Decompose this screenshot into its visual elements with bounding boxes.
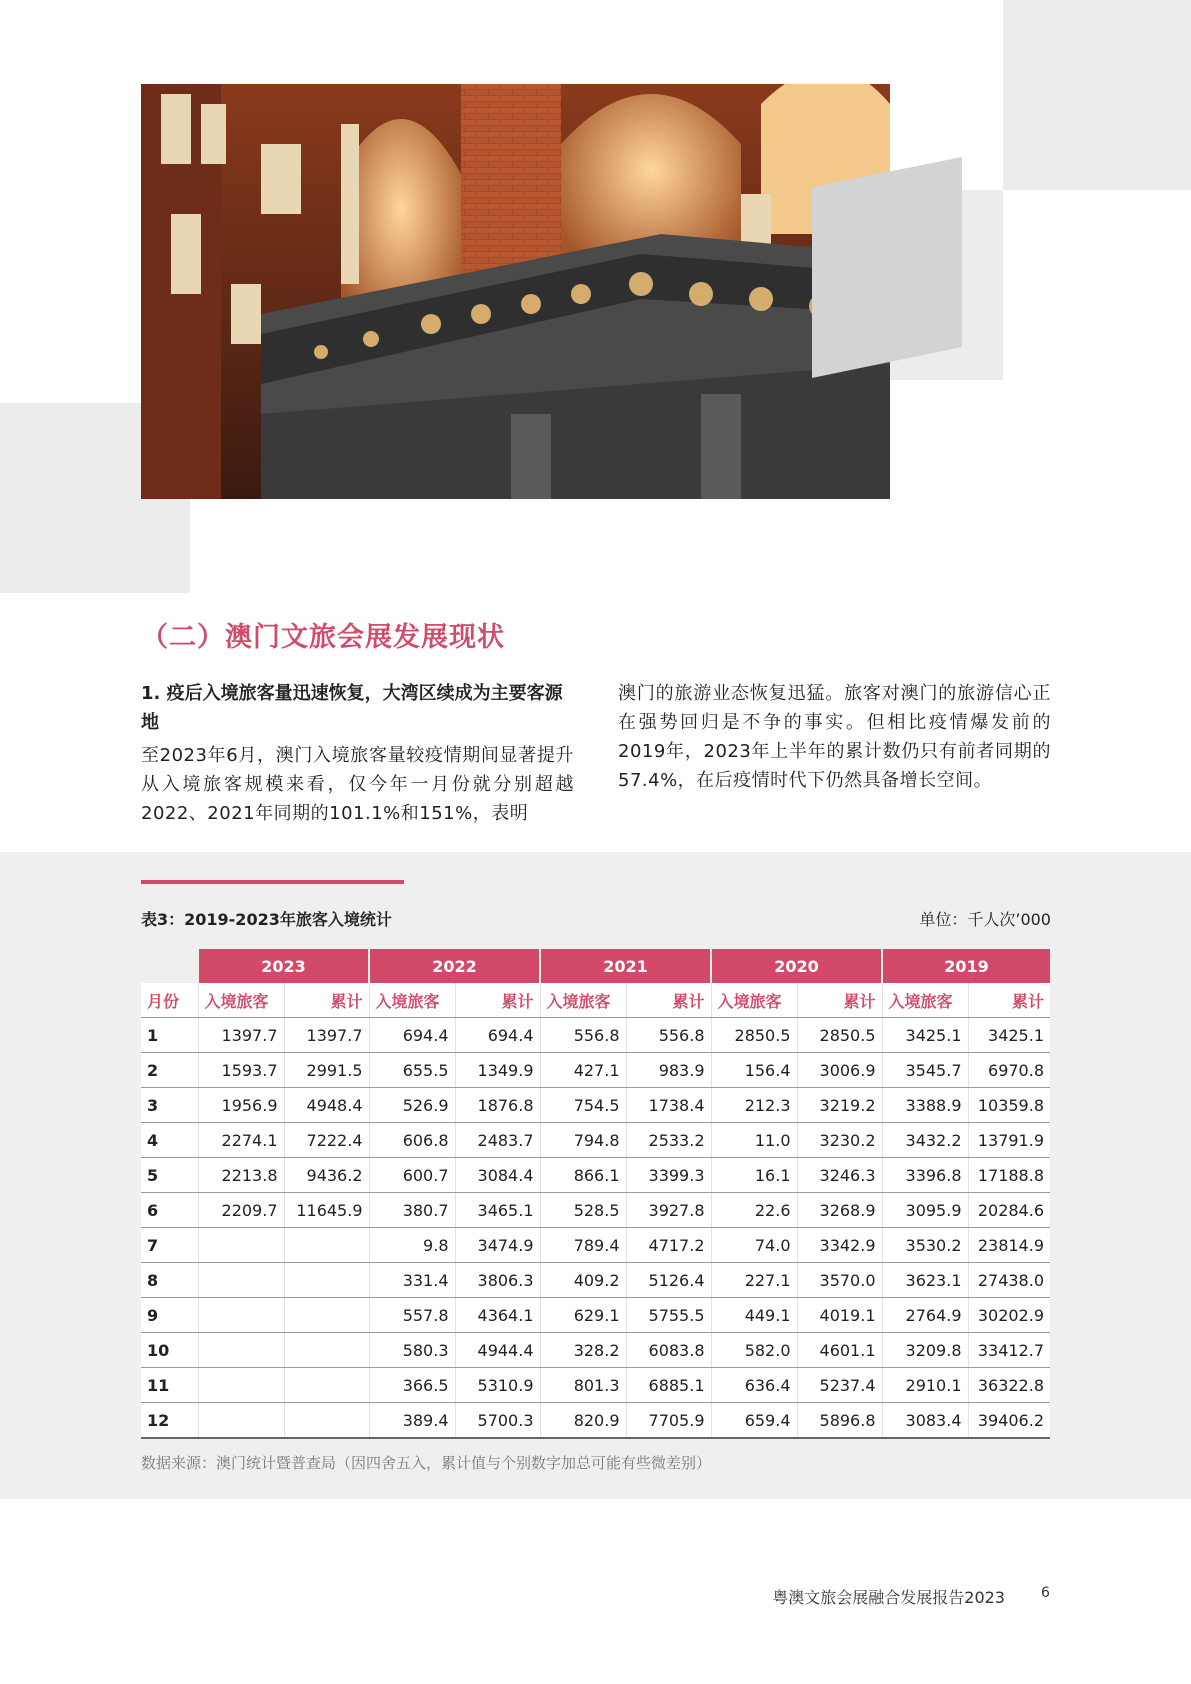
month-header: 月份: [141, 983, 198, 1018]
cumulative-cell: 20284.6: [968, 1193, 1050, 1228]
month-cell: 12: [141, 1403, 198, 1439]
cumulative-cell: 3342.9: [797, 1228, 882, 1263]
arrivals-cell: 636.4: [711, 1368, 797, 1403]
cumulative-cell: [284, 1298, 369, 1333]
arrivals-table: [141, 949, 1050, 1439]
cumulative-cell: 6083.8: [626, 1333, 711, 1368]
cumulative-cell: 4717.2: [626, 1228, 711, 1263]
cumulative-cell: 2483.7: [455, 1123, 540, 1158]
data-source-note: 数据来源：澳门统计暨普查局（因四舍五入，累计值与个别数字加总可能有些微差别）: [141, 1454, 712, 1472]
cumulative-cell: 3806.3: [455, 1263, 540, 1298]
table-row: [141, 1333, 1050, 1368]
table-row: [141, 1298, 1050, 1333]
article-paragraph-left: 至2023年6月，澳门入境旅客量较疫情期间显著提升从入境旅客规模来看，仅今年一月份就分别超越2022、2021年同期的101.1%和151%，表明: [141, 745, 574, 824]
arrivals-cell: 389.4: [369, 1403, 455, 1439]
table-row: [141, 1193, 1050, 1228]
cumulative-cell: 3425.1: [968, 1018, 1050, 1053]
table-row: [141, 1228, 1050, 1263]
arrivals-cell: 1397.7: [198, 1018, 284, 1053]
cumulative-cell: 1738.4: [626, 1088, 711, 1123]
cumulative-cell: 3006.9: [797, 1053, 882, 1088]
arrivals-cell: 694.4: [369, 1018, 455, 1053]
month-cell: 5: [141, 1158, 198, 1193]
cumulative-cell: 5700.3: [455, 1403, 540, 1439]
arrivals-cell: 3209.8: [882, 1333, 968, 1368]
cumulative-cell: 3570.0: [797, 1263, 882, 1298]
arrivals-cell: 794.8: [540, 1123, 626, 1158]
cumulative-header: 累计: [968, 983, 1050, 1018]
arrivals-cell: [198, 1263, 284, 1298]
cumulative-cell: [284, 1403, 369, 1439]
arrivals-cell: 3530.2: [882, 1228, 968, 1263]
cumulative-header: 累计: [284, 983, 369, 1018]
cumulative-cell: 5126.4: [626, 1263, 711, 1298]
cumulative-cell: 1349.9: [455, 1053, 540, 1088]
arrivals-cell: 582.0: [711, 1333, 797, 1368]
arrivals-cell: 427.1: [540, 1053, 626, 1088]
sub-header-row: [141, 983, 1050, 1018]
cumulative-cell: 3474.9: [455, 1228, 540, 1263]
arrivals-cell: 2213.8: [198, 1158, 284, 1193]
arrivals-cell: 606.8: [369, 1123, 455, 1158]
arrivals-cell: 449.1: [711, 1298, 797, 1333]
table-row: [141, 1368, 1050, 1403]
month-cell: 6: [141, 1193, 198, 1228]
cumulative-cell: 30202.9: [968, 1298, 1050, 1333]
photo-grey-overlay: [812, 157, 962, 378]
cumulative-header: 累计: [626, 983, 711, 1018]
arrivals-cell: 227.1: [711, 1263, 797, 1298]
cumulative-header: 累计: [797, 983, 882, 1018]
month-cell: 7: [141, 1228, 198, 1263]
cumulative-cell: 3399.3: [626, 1158, 711, 1193]
cumulative-cell: 3268.9: [797, 1193, 882, 1228]
arrivals-cell: 3388.9: [882, 1088, 968, 1123]
arrivals-cell: 409.2: [540, 1263, 626, 1298]
year-header-blank: [141, 949, 198, 983]
table-row: [141, 1018, 1050, 1053]
arrivals-cell: 655.5: [369, 1053, 455, 1088]
section-title: （二）澳门文旅会展发展现状: [141, 622, 505, 653]
arrivals-cell: 366.5: [369, 1368, 455, 1403]
arrivals-cell: 820.9: [540, 1403, 626, 1439]
arrivals-cell: [198, 1368, 284, 1403]
arrivals-cell: [198, 1228, 284, 1263]
balcony-photo: [141, 84, 890, 499]
year-header-2021: 2021: [540, 949, 711, 983]
table-row: [141, 1403, 1050, 1439]
page-number: 6: [1041, 1585, 1050, 1601]
cumulative-cell: 3084.4: [455, 1158, 540, 1193]
cumulative-cell: 4364.1: [455, 1298, 540, 1333]
cumulative-cell: 5310.9: [455, 1368, 540, 1403]
arrivals-cell: 789.4: [540, 1228, 626, 1263]
cumulative-cell: 39406.2: [968, 1403, 1050, 1439]
arrivals-cell: 3396.8: [882, 1158, 968, 1193]
table-row: [141, 1088, 1050, 1123]
arrivals-cell: 3083.4: [882, 1403, 968, 1439]
arrivals-cell: 328.2: [540, 1333, 626, 1368]
cumulative-cell: 4601.1: [797, 1333, 882, 1368]
cumulative-cell: 2533.2: [626, 1123, 711, 1158]
table-row: [141, 1263, 1050, 1298]
year-header-row: [141, 949, 1050, 983]
cumulative-cell: 9436.2: [284, 1158, 369, 1193]
month-cell: 1: [141, 1018, 198, 1053]
cumulative-cell: 1876.8: [455, 1088, 540, 1123]
cumulative-cell: 6885.1: [626, 1368, 711, 1403]
cumulative-cell: 6970.8: [968, 1053, 1050, 1088]
cumulative-cell: 4944.4: [455, 1333, 540, 1368]
month-cell: 4: [141, 1123, 198, 1158]
arrivals-header: 入境旅客: [882, 983, 968, 1018]
arrivals-header: 入境旅客: [198, 983, 284, 1018]
cumulative-cell: 23814.9: [968, 1228, 1050, 1263]
arrivals-cell: 528.5: [540, 1193, 626, 1228]
cumulative-cell: 33412.7: [968, 1333, 1050, 1368]
cumulative-cell: 10359.8: [968, 1088, 1050, 1123]
arrivals-cell: 659.4: [711, 1403, 797, 1439]
cumulative-cell: 5755.5: [626, 1298, 711, 1333]
arrivals-cell: 16.1: [711, 1158, 797, 1193]
arrivals-cell: [198, 1403, 284, 1439]
table-unit: 单位：千人次’000: [919, 910, 1051, 929]
cumulative-header: 累计: [455, 983, 540, 1018]
year-header-2022: 2022: [369, 949, 540, 983]
arrivals-cell: 380.7: [369, 1193, 455, 1228]
arrivals-cell: [198, 1333, 284, 1368]
arrivals-cell: 629.1: [540, 1298, 626, 1333]
arrivals-cell: 9.8: [369, 1228, 455, 1263]
arrivals-header: 入境旅客: [711, 983, 797, 1018]
cumulative-cell: 2850.5: [797, 1018, 882, 1053]
cumulative-cell: 11645.9: [284, 1193, 369, 1228]
cumulative-cell: 7222.4: [284, 1123, 369, 1158]
table-row: [141, 1123, 1050, 1158]
cumulative-cell: [284, 1368, 369, 1403]
article-column-left: [141, 679, 574, 828]
month-cell: 11: [141, 1368, 198, 1403]
month-cell: 3: [141, 1088, 198, 1123]
arrivals-cell: 156.4: [711, 1053, 797, 1088]
cumulative-cell: 983.9: [626, 1053, 711, 1088]
arrivals-cell: 580.3: [369, 1333, 455, 1368]
cumulative-cell: 3230.2: [797, 1123, 882, 1158]
year-header-2020: 2020: [711, 949, 882, 983]
month-cell: 9: [141, 1298, 198, 1333]
cumulative-cell: [284, 1263, 369, 1298]
cumulative-cell: 5237.4: [797, 1368, 882, 1403]
arrivals-cell: [198, 1298, 284, 1333]
arrivals-cell: 526.9: [369, 1088, 455, 1123]
cumulative-cell: 36322.8: [968, 1368, 1050, 1403]
arrivals-cell: 3425.1: [882, 1018, 968, 1053]
table-row: [141, 1053, 1050, 1088]
arrivals-cell: 3545.7: [882, 1053, 968, 1088]
arrivals-cell: 556.8: [540, 1018, 626, 1053]
arrivals-cell: 2850.5: [711, 1018, 797, 1053]
cumulative-cell: 3246.3: [797, 1158, 882, 1193]
arrivals-cell: 600.7: [369, 1158, 455, 1193]
article-paragraph-right: 澳门的旅游业态恢复迅猛。旅客对澳门的旅游信心正在强势回归是不争的事实。但相比疫情爆发前的2019年，2023年上半年的累计数仍只有前者同期的57.4%，在后疫情时代下仍然具备增长空间。: [618, 683, 1051, 791]
arrivals-cell: 3095.9: [882, 1193, 968, 1228]
article-heading: 1. 疫后入境旅客量迅速恢复，大湾区续成为主要客源地: [141, 683, 563, 733]
cumulative-cell: 7705.9: [626, 1403, 711, 1439]
cumulative-cell: 27438.0: [968, 1263, 1050, 1298]
cumulative-cell: 13791.9: [968, 1123, 1050, 1158]
arrivals-cell: 754.5: [540, 1088, 626, 1123]
cumulative-cell: 4019.1: [797, 1298, 882, 1333]
cumulative-cell: 17188.8: [968, 1158, 1050, 1193]
arrivals-cell: 866.1: [540, 1158, 626, 1193]
arrivals-cell: 11.0: [711, 1123, 797, 1158]
table-body: [141, 1018, 1050, 1439]
cumulative-cell: 3219.2: [797, 1088, 882, 1123]
cumulative-cell: 2991.5: [284, 1053, 369, 1088]
arrivals-cell: 3623.1: [882, 1263, 968, 1298]
arrivals-cell: 1593.7: [198, 1053, 284, 1088]
cumulative-cell: 694.4: [455, 1018, 540, 1053]
footer-report-title: 粤澳文旅会展融合发展报告2023: [772, 1588, 1005, 1607]
cumulative-cell: 3465.1: [455, 1193, 540, 1228]
arrivals-header: 入境旅客: [369, 983, 455, 1018]
arrivals-header: 入境旅客: [540, 983, 626, 1018]
month-cell: 10: [141, 1333, 198, 1368]
article-column-right: [618, 679, 1051, 795]
arrivals-cell: 212.3: [711, 1088, 797, 1123]
arrivals-cell: 2910.1: [882, 1368, 968, 1403]
table-caption: 表3：2019-2023年旅客入境统计: [141, 910, 392, 929]
arrivals-cell: 2274.1: [198, 1123, 284, 1158]
cumulative-cell: 1397.7: [284, 1018, 369, 1053]
decor-block-top-right: [1003, 0, 1191, 190]
month-cell: 2: [141, 1053, 198, 1088]
cumulative-cell: 556.8: [626, 1018, 711, 1053]
cumulative-cell: 5896.8: [797, 1403, 882, 1439]
arrivals-cell: 74.0: [711, 1228, 797, 1263]
arrivals-cell: 1956.9: [198, 1088, 284, 1123]
month-cell: 8: [141, 1263, 198, 1298]
arrivals-cell: 2209.7: [198, 1193, 284, 1228]
arrivals-cell: 3432.2: [882, 1123, 968, 1158]
cumulative-cell: [284, 1333, 369, 1368]
cumulative-cell: [284, 1228, 369, 1263]
arrivals-cell: 2764.9: [882, 1298, 968, 1333]
year-header-2019: 2019: [882, 949, 1050, 983]
table-accent-line: [141, 880, 404, 884]
cumulative-cell: 3927.8: [626, 1193, 711, 1228]
arrivals-cell: 331.4: [369, 1263, 455, 1298]
table-row: [141, 1158, 1050, 1193]
arrivals-cell: 22.6: [711, 1193, 797, 1228]
cumulative-cell: 4948.4: [284, 1088, 369, 1123]
arrivals-cell: 557.8: [369, 1298, 455, 1333]
arrivals-cell: 801.3: [540, 1368, 626, 1403]
year-header-2023: 2023: [198, 949, 369, 983]
